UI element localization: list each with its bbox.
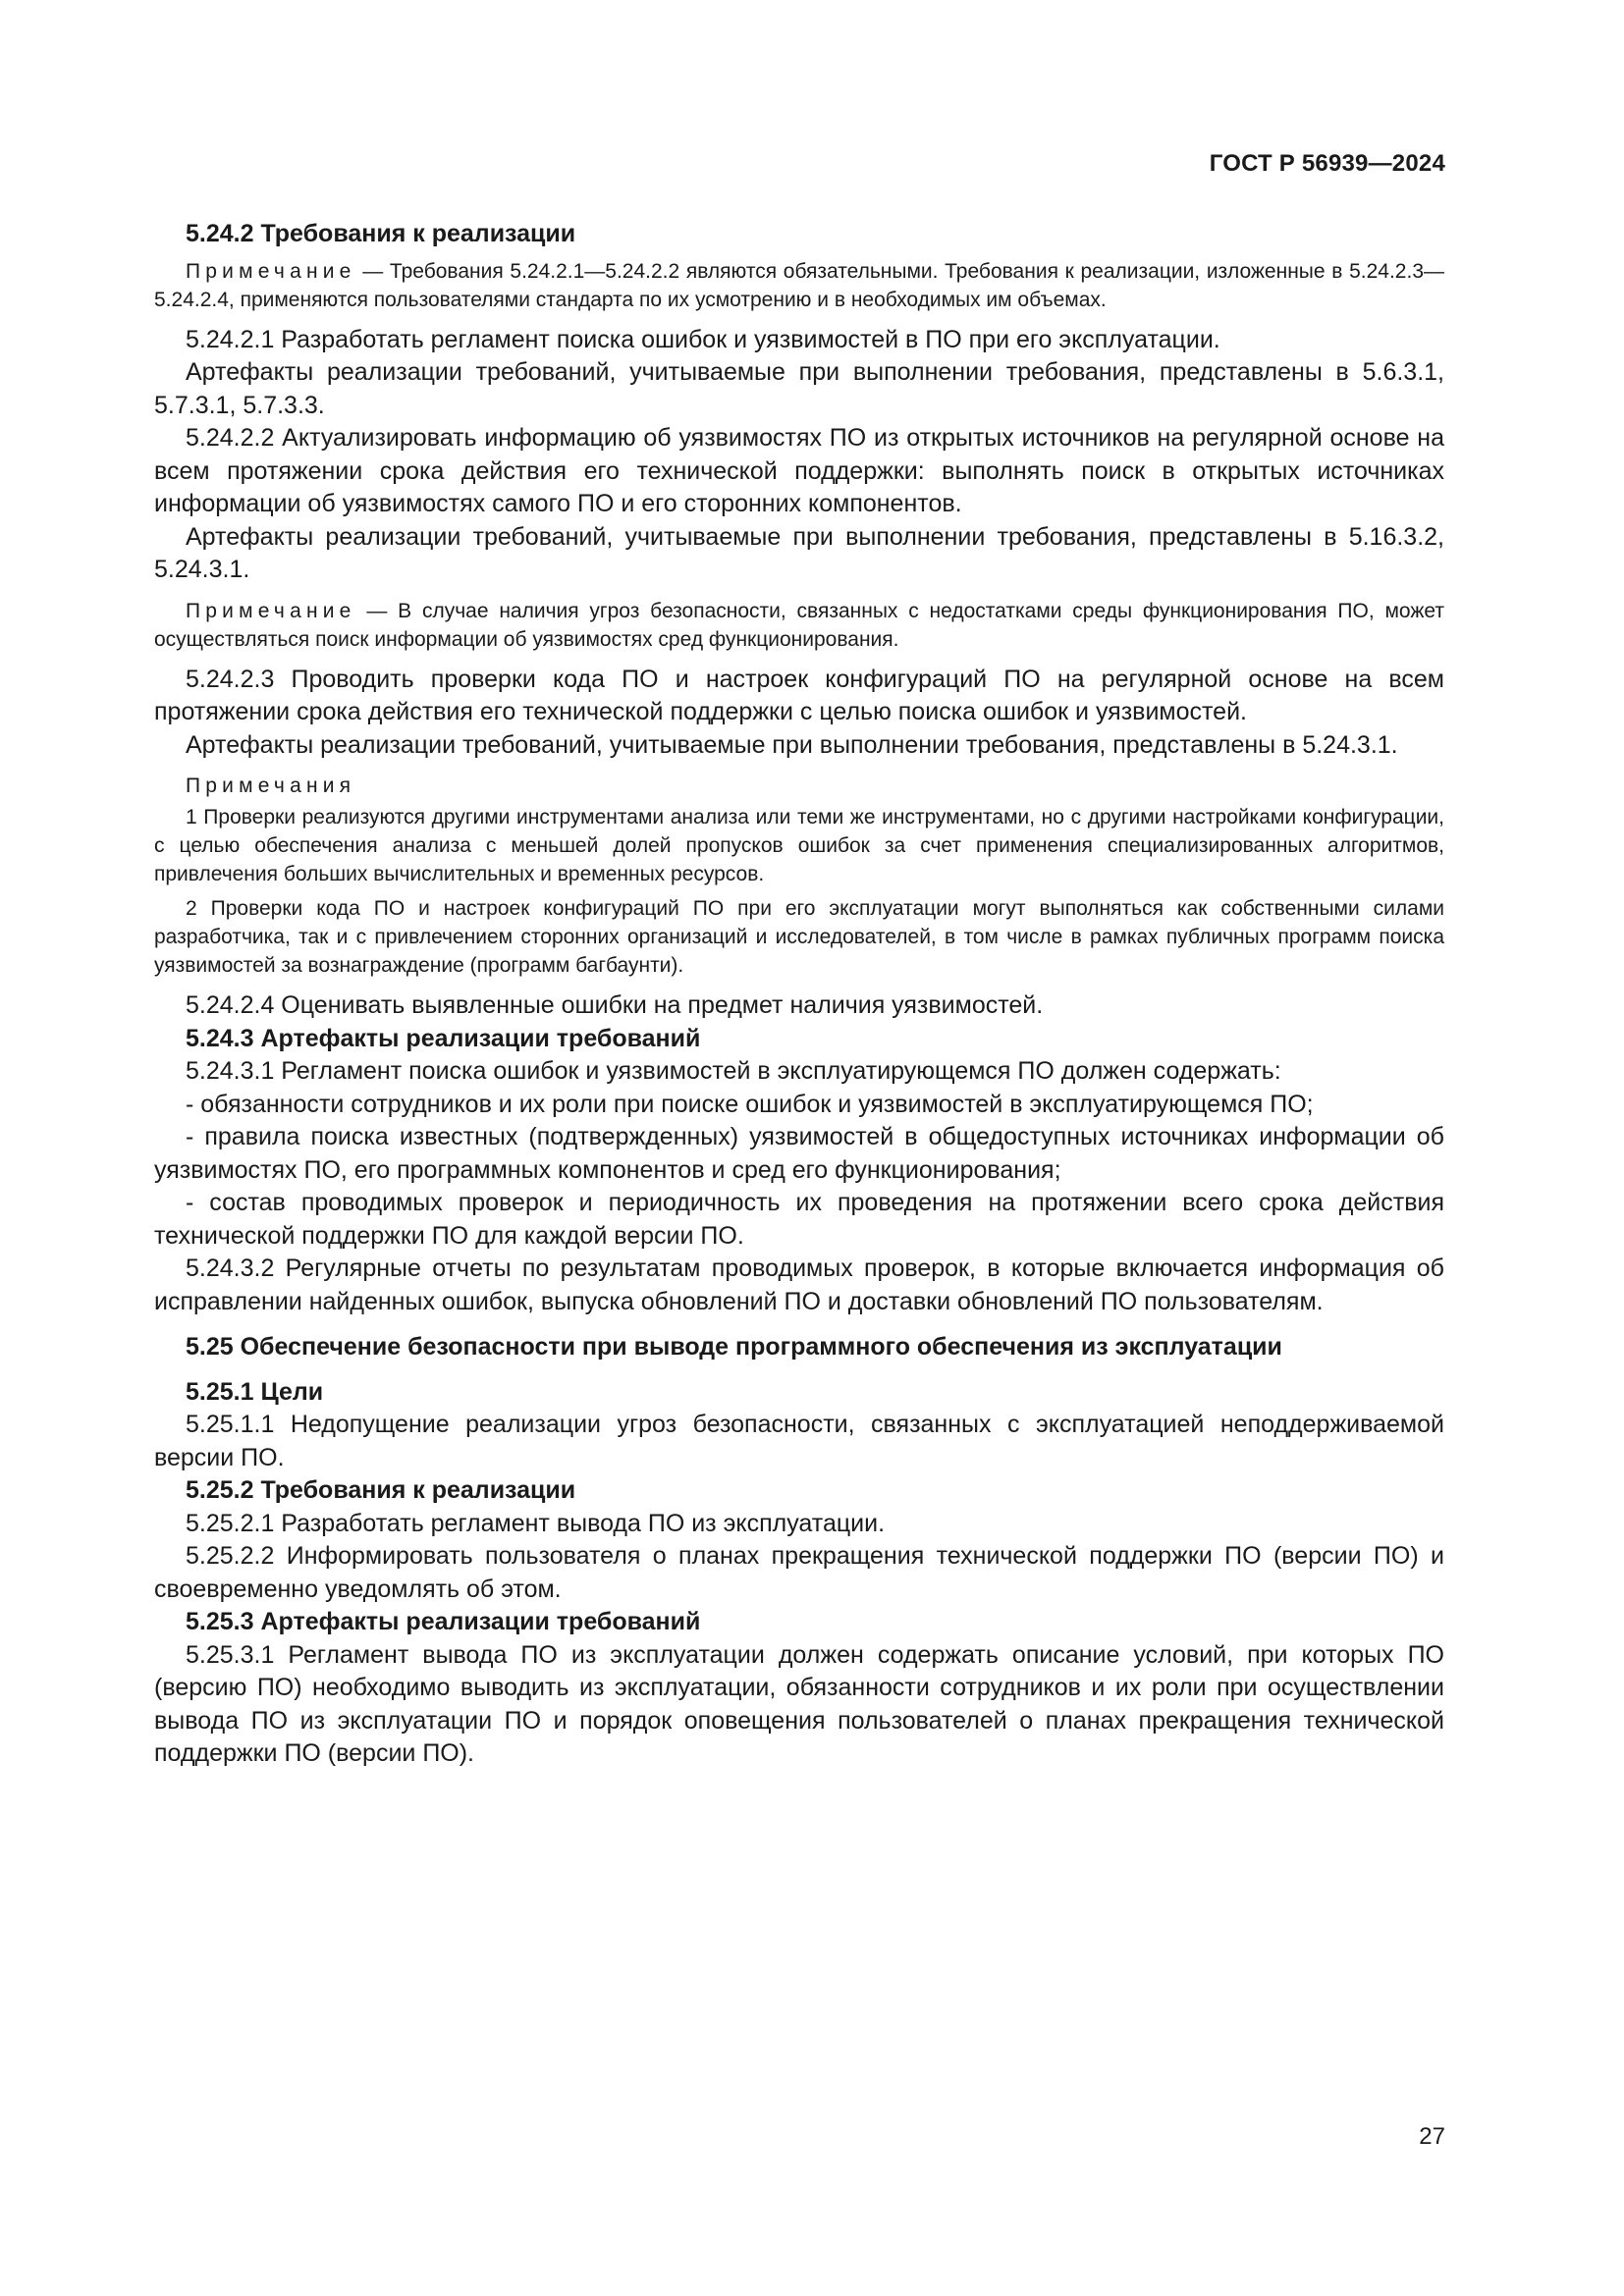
subsection-heading: 5.25.2 Требования к реализации bbox=[186, 1476, 576, 1504]
list-item: - обязанности сотрудников и их роли при поиске ошибок и уязвимостей в эксплуатирующемся ПО; bbox=[186, 1090, 1314, 1118]
paragraph: Артефакты реализации требований, учитываемые при выполнении требования, представлены в 5.6.3.1, 5.7.3.1, 5.7.3.3. bbox=[154, 358, 1444, 419]
paragraph: 5.24.2.3 Проводить проверки кода ПО и настроек конфигураций ПО на регулярной основе на всем протяжении срока действия его технической поддержки с целью поиска ошибок и уязвимостей. bbox=[154, 665, 1444, 725]
paragraph: Артефакты реализации требований, учитываемые при выполнении требования, представлены в 5.24.3.1. bbox=[186, 730, 1398, 759]
paragraph: 5.24.2.2 Актуализировать информацию об уязвимостях ПО из открытых источников на регулярной основе на всем протяжении срока действия его технической поддержки: выполнять поиск в открытых источниках информации об уязвимостях самого ПО и его сторонних компонентов. bbox=[154, 424, 1444, 517]
note-label: Примечание bbox=[186, 599, 356, 622]
note-label: Примечание bbox=[186, 259, 356, 283]
paragraph: 5.25.2.2 Информировать пользователя о планах прекращения технической поддержки ПО (версии ПО) и своевременно уведомлять об этом. bbox=[154, 1542, 1444, 1603]
list-item: - состав проводимых проверок и периодичность их проведения на протяжении всего срока действия технической поддержки ПО для каждой версии ПО. bbox=[154, 1189, 1444, 1250]
subsection-heading: 5.25.1 Цели bbox=[186, 1377, 324, 1406]
paragraph: 5.25.3.1 Регламент вывода ПО из эксплуатации должен содержать описание условий, при которых ПО (версию ПО) необходимо выводить из эксплуатации, обязанности сотрудников и их роли при осуществлении вывода ПО из эксплуатации ПО и порядок оповещения пользователей о планах прекращения технической поддержки ПО (версии ПО). bbox=[154, 1640, 1444, 1767]
paragraph: 5.24.3.1 Регламент поиска ошибок и уязвимостей в эксплуатирующемся ПО должен содержать: bbox=[186, 1057, 1281, 1085]
subsection-heading: 5.24.3 Артефакты реализации требований bbox=[186, 1024, 701, 1052]
notes-label: Примечания bbox=[186, 774, 356, 797]
note-text: — В случае наличия угроз безопасности, связанных с недостатками среды функционирования ПО, может осуществляться поиск информации об уязвимостях сред функционирования. bbox=[154, 599, 1444, 651]
section-heading: 5.25 Обеспечение безопасности при выводе программного обеспечения из эксплуатации bbox=[186, 1333, 1282, 1361]
standard-header: ГОСТ Р 56939—2024 bbox=[1209, 150, 1445, 177]
note bbox=[154, 257, 1444, 314]
paragraph: 5.25.1.1 Недопущение реализации угроз безопасности, связанных с эксплуатацией неподдерживаемой версии ПО. bbox=[154, 1411, 1444, 1471]
paragraph: 5.25.2.1 Разработать регламент вывода ПО из эксплуатации. bbox=[186, 1509, 886, 1537]
subsection-heading: 5.24.2 Требования к реализации bbox=[186, 220, 576, 247]
paragraph: 5.24.2.4 Оценивать выявленные ошибки на предмет наличия уязвимостей. bbox=[186, 991, 1044, 1019]
page-number: 27 bbox=[1419, 2123, 1445, 2150]
paragraph: Артефакты реализации требований, учитываемые при выполнении требования, представлены в 5.16.3.2, 5.24.3.1. bbox=[154, 522, 1444, 583]
note-block bbox=[154, 597, 1444, 654]
subsection-heading: 5.25.3 Артефакты реализации требований bbox=[186, 1608, 701, 1635]
note bbox=[154, 597, 1444, 654]
notes-block bbox=[154, 772, 1444, 980]
list-item: - правила поиска известных (подтвержденных) уязвимостей в общедоступных источниках информации об уязвимостях ПО, его программных компонентов и сред его функционирования; bbox=[154, 1123, 1444, 1184]
document-body bbox=[154, 218, 1444, 1771]
paragraph: 5.24.2.1 Разработать регламент поиска ошибок и уязвимостей в ПО при его эксплуатации. bbox=[186, 325, 1220, 353]
note-item: 1 Проверки реализуются другими инструментами анализа или теми же инструментами, но с другими настройками конфигурации, с целью обеспечения анализа с меньшей долей пропусков ошибок за счет применения специализированных алгоритмов, привлечения больших вычислительных и временных ресурсов. bbox=[154, 806, 1444, 885]
note-item: 2 Проверки кода ПО и настроек конфигураций ПО при его эксплуатации могут выполняться как собственными силами разработчика, так и с привлечением сторонних организаций и исследователей, в том числе в рамках публичных программ поиска уязвимостей за вознаграждение (программ багбаунти). bbox=[154, 897, 1444, 977]
note-text: — Требования 5.24.2.1—5.24.2.2 являются обязательными. Требования к реализации, изложенные в 5.24.2.3—5.24.2.4, применяются пользователями стандарта по их усмотрению и в необходимых им объемах. bbox=[154, 259, 1444, 311]
paragraph: 5.24.3.2 Регулярные отчеты по результатам проводимых проверок, в которые включается информация об исправлении найденных ошибок, выпуска обновлений ПО и доставки обновлений ПО пользователям. bbox=[154, 1255, 1444, 1315]
